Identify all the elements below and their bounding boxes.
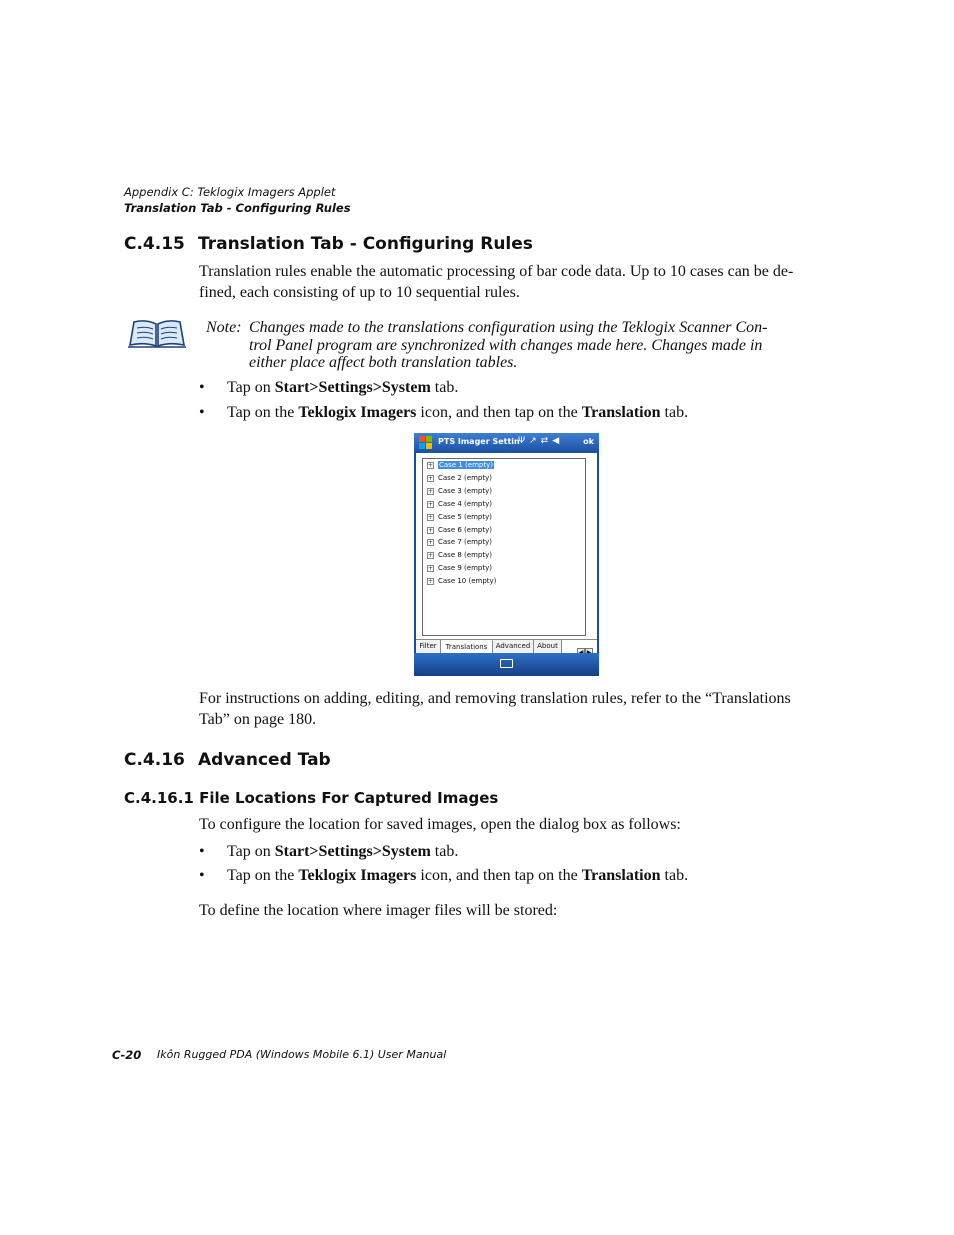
windows-start-icon[interactable]	[419, 436, 432, 449]
tree-item-case[interactable]: + Case 7 (empty)	[428, 538, 492, 546]
intro-line-2: fined, each consisting of up to 10 sequential rules.	[199, 284, 520, 301]
tab-translations[interactable]: Translations	[441, 640, 493, 653]
tree-item-case[interactable]: + Case 9 (empty)	[428, 564, 492, 572]
menu-bar	[414, 653, 599, 676]
intro-paragraph	[199, 261, 817, 303]
expand-icon[interactable]: +	[428, 500, 434, 508]
define-paragraph: To define the location where imager files will be stored:	[199, 902, 558, 919]
section-title: Advanced Tab	[198, 750, 331, 770]
tab-about[interactable]: About	[534, 640, 562, 653]
expand-icon[interactable]: +	[428, 564, 434, 572]
instructions-line-1: For instructions on adding, editing, and removing translation rules, refer to the “Translations	[199, 690, 791, 707]
tree-item-case[interactable]: + Case 4 (empty)	[428, 500, 492, 508]
page-number: C-20	[112, 1048, 142, 1062]
tree-item-case[interactable]: + Case 8 (empty)	[428, 551, 492, 559]
running-header-chapter: Appendix C: Teklogix Imagers Applet	[124, 185, 336, 199]
bullet-item: • Tap on the Teklogix Imagers icon, and then tap on the Translation tab.	[199, 404, 689, 421]
speaker-icon[interactable]: ◀	[552, 436, 560, 446]
section-number: C.4.15	[124, 234, 185, 254]
book-icon	[128, 318, 186, 348]
tree-item-case[interactable]: + Case 2 (empty)	[428, 474, 492, 482]
note-label: Note:	[206, 319, 242, 336]
tree-item-case[interactable]: + Case 10 (empty)	[428, 577, 497, 585]
intro-line-1: Translation rules enable the automatic processing of bar code data. Up to 10 cases can be de-	[199, 263, 794, 280]
status-icons	[518, 436, 563, 446]
bullet-item: • Tap on Start>Settings>System tab.	[199, 843, 459, 860]
expand-icon[interactable]: +	[428, 538, 434, 546]
tab-strip	[416, 639, 597, 653]
note-line-1: Changes made to the translations configuration using the Teklogix Scanner Con-	[249, 319, 768, 336]
title-bar	[414, 433, 599, 453]
tree-item-case[interactable]: + Case 6 (empty)	[428, 526, 492, 534]
section-heading-translation-tab	[124, 234, 533, 254]
bullet-item: • Tap on the Teklogix Imagers icon, and then tap on the Translation tab.	[199, 867, 689, 884]
device-screenshot	[414, 433, 599, 676]
ok-button[interactable]: ok	[583, 437, 594, 446]
instructions-line-2: Tab” on page 180.	[199, 711, 317, 728]
network-icon[interactable]: ↗	[529, 436, 537, 446]
expand-icon[interactable]: +	[428, 474, 434, 482]
expand-icon[interactable]: +	[428, 461, 434, 469]
cases-tree[interactable]	[422, 458, 586, 636]
sync-icon[interactable]: ⇄	[540, 436, 549, 446]
tab-advanced[interactable]: Advanced	[493, 640, 534, 653]
footer-title: Ikôn Rugged PDA (Windows Mobile 6.1) User Manual	[157, 1048, 447, 1061]
note-block	[206, 319, 796, 372]
note-line-3: either place affect both translation tables.	[249, 354, 518, 371]
expand-icon[interactable]: +	[428, 526, 434, 534]
expand-icon[interactable]: +	[428, 513, 434, 521]
tree-item-case[interactable]: + Case 5 (empty)	[428, 513, 492, 521]
expand-icon[interactable]: +	[428, 551, 434, 559]
window-title: PTS Imager Settin	[438, 437, 520, 446]
bullet-item: • Tap on Start>Settings>System tab.	[199, 379, 459, 396]
antenna-icon[interactable]: Ψ	[518, 436, 526, 446]
expand-icon[interactable]: +	[428, 487, 434, 495]
section-number: C.4.16	[124, 750, 185, 770]
note-line-2: trol Panel program are synchronized with changes made here. Changes made in	[249, 336, 763, 354]
dialog-body	[416, 453, 597, 639]
section-title: Translation Tab - Configuring Rules	[198, 234, 533, 254]
tab-filter[interactable]: Filter	[416, 640, 441, 653]
tab-scroll-arrows	[577, 641, 595, 652]
instructions-paragraph	[199, 688, 817, 730]
section-heading-advanced-tab	[124, 750, 331, 770]
tree-item-case[interactable]: + Case 3 (empty)	[428, 487, 492, 495]
configure-paragraph: To configure the location for saved images, open the dialog box as follows:	[199, 816, 681, 833]
keyboard-icon[interactable]	[500, 659, 513, 668]
expand-icon[interactable]: +	[428, 577, 434, 585]
subsection-heading-file-locations: C.4.16.1 File Locations For Captured Images	[124, 789, 499, 807]
running-header-section: Translation Tab - Configuring Rules	[124, 201, 351, 215]
tree-item-case[interactable]: + Case 1 (empty)	[428, 461, 493, 469]
